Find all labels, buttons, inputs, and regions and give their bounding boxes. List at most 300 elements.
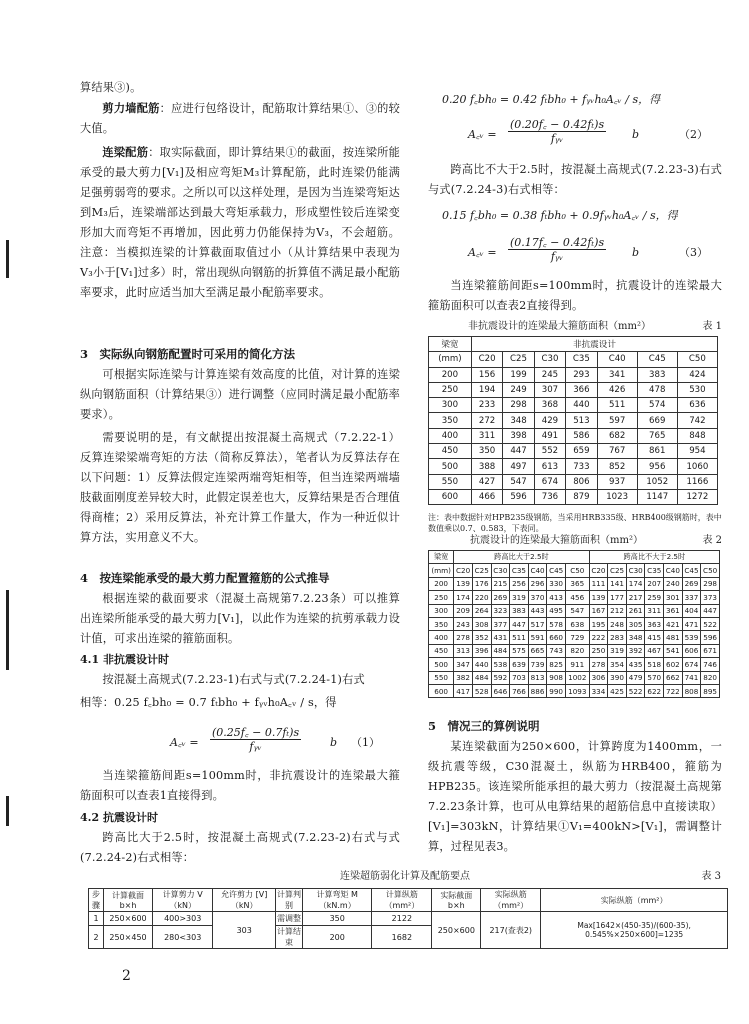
right-paragraph-1: 跨高比不大于2.5时，按混凝土高规式(7.2.23-3)右式与式(7.2.24-3)右式相等： [428, 163, 722, 196]
table2-value-cell: 539 [682, 631, 701, 644]
table2-caption: 抗震设计的连梁最大箍筋面积（mm²） [470, 535, 643, 546]
eq2-denominator: fᵧᵥ [550, 132, 564, 145]
table1-value-cell: 765 [637, 428, 677, 443]
table1-grade-header: C35 [566, 352, 597, 367]
table1-value-cell: 249 [503, 382, 534, 397]
table-row [429, 459, 718, 474]
eq2-numerator: (0.20f꜀ − 0.42fₜ)s [510, 118, 605, 131]
table1-grade-header: C20 [471, 352, 502, 367]
page-number: 2 [122, 968, 131, 984]
table2-value-cell: 209 [454, 604, 473, 617]
table2-value-cell: 415 [645, 631, 664, 644]
table2-value-cell: 347 [454, 658, 473, 671]
table3-caption: 连梁超筋弱化计算及配筋要点 [340, 871, 470, 882]
table2-value-cell: 278 [454, 631, 473, 644]
table2-value-cell: 259 [645, 591, 664, 604]
table1-value-cell: 879 [566, 489, 597, 504]
table-row [429, 617, 720, 630]
table2-value-cell: 311 [645, 604, 664, 617]
table2-value-cell: 440 [472, 658, 491, 671]
table2-value-cell: 1002 [565, 671, 589, 684]
table2-value-cell: 741 [682, 671, 701, 684]
table1-value-cell: 597 [597, 413, 637, 428]
table2-value-cell: 639 [510, 658, 529, 671]
table-row [429, 428, 718, 443]
table2-grade-header: C50 [565, 564, 589, 577]
table1-value-cell: 574 [637, 398, 677, 413]
scan-margin-mark [6, 590, 9, 670]
table2-value-cell: 456 [565, 591, 589, 604]
table2-value-cell: 596 [701, 631, 720, 644]
table2 [428, 550, 720, 698]
table2-value-cell: 176 [472, 577, 491, 590]
section-heading-4-1: 4.1 非抗震设计时 [80, 653, 169, 666]
right-paragraph-2: 当连梁箍筋间距s=100mm时，抗震设计的连梁最大箍筋面积可以查表2直接得到。 [428, 279, 722, 312]
table2-value-cell: 746 [701, 658, 720, 671]
table2-value-cell: 813 [528, 671, 547, 684]
table2-value-cell: 377 [491, 617, 510, 630]
table2-value-cell: 522 [626, 684, 645, 697]
table1-grade-header: C40 [597, 352, 637, 367]
table1-value-cell: 1052 [637, 474, 677, 489]
table1-caption: 非抗震设计的连梁最大箍筋面积（mm²） [468, 321, 651, 332]
table2-grade-header: C20 [454, 564, 473, 577]
table2-value-cell: 417 [454, 684, 473, 697]
table2-width-cell: 350 [429, 617, 454, 630]
table2-value-cell: 139 [589, 591, 608, 604]
paragraph-6: 按混凝土高规式(7.2.23-1)右式与式(7.2.24-1)右式 [102, 673, 365, 686]
table1-value-cell: 861 [637, 444, 677, 459]
table3 [88, 888, 728, 949]
table2-value-cell: 538 [491, 658, 510, 671]
table1-value-cell: 298 [503, 398, 534, 413]
paragraph-coupling-beam [80, 142, 400, 303]
section-heading-4: 4 按连梁能承受的最大剪力配置箍筋的公式推导 [80, 571, 330, 585]
table1-grade-header: C50 [677, 352, 717, 367]
table1-grade-header: C25 [503, 352, 534, 367]
paragraph-5: 根据连梁的截面要求（混凝土高规第7.2.23条）可以推算出连梁所能承受的最大剪力[V₁]，以此作为连梁的抗剪承载力设计值，可求出连梁的箍筋面积。 [80, 592, 400, 645]
table3-cell: 250×600 [104, 912, 153, 926]
table2-value-cell: 269 [682, 577, 701, 590]
eq3-lhs: A꜀ᵥ = [468, 246, 497, 259]
table1-value-cell: 636 [677, 398, 717, 413]
table2-value-cell: 256 [510, 577, 529, 590]
table2-value-cell: 413 [547, 591, 566, 604]
table1-value-cell: 368 [534, 398, 565, 413]
table1-value-cell: 426 [597, 382, 637, 397]
table2-value-cell: 528 [472, 684, 491, 697]
table1-value-cell: 552 [534, 444, 565, 459]
table1-value-cell: 447 [503, 444, 534, 459]
table2-value-cell: 382 [454, 671, 473, 684]
table2-value-cell: 479 [626, 671, 645, 684]
table1-width-cell: 300 [429, 398, 472, 413]
table2-value-cell: 308 [472, 617, 491, 630]
table1-width-cell: 400 [429, 428, 472, 443]
table2-number: 表 2 [702, 535, 722, 546]
table-row [89, 912, 728, 926]
eq2-number: （2） [679, 128, 708, 141]
table3-header: 计算判别 [277, 890, 302, 910]
table1-note: 注：表中数据针对HPB235级钢筋，当采用HRB335级、HRB400级钢筋时，表中数值乘以0.7、0.583，下表同。 [428, 513, 722, 533]
table1-value-cell: 669 [637, 413, 677, 428]
paragraph-continuation: 算结果③)。 [80, 81, 142, 94]
table2-value-cell: 722 [664, 684, 683, 697]
table2-value-cell: 908 [547, 671, 566, 684]
table2-value-cell: 541 [664, 644, 683, 657]
table2-value-cell: 141 [608, 577, 627, 590]
table2-value-cell: 517 [528, 617, 547, 630]
table2-value-cell: 220 [472, 591, 491, 604]
table1-value-cell: 613 [534, 459, 565, 474]
paragraph-4: 需要说明的是，有文献提出按混凝土高规式（7.2.22-1）反算连梁梁端弯矩的方法（简称反算法），笔者认为反算法存在以下问题：1）反算法假定连梁两端弯矩相等，但当连梁两端墙肢截面刚度差异较大时，此假定误差也大，反算结果是否合理值得商榷；2）采用反算法，补充计算工作量大，作为一种近似计算方法，实用意义不大。 [80, 431, 400, 544]
eq2-fraction [508, 118, 606, 145]
table3-cell: Max[1642×(450-35)/(600-35), 0.545%×250×600]=1235 [541, 912, 728, 949]
table2-value-cell: 886 [528, 684, 547, 697]
table2-value-cell: 195 [589, 617, 608, 630]
table2-grade-header: C25 [472, 564, 491, 577]
table-row [429, 644, 720, 657]
table1-width-cell: 250 [429, 382, 472, 397]
table2-value-cell: 313 [454, 644, 473, 657]
table-row [429, 631, 720, 644]
table2-value-cell: 261 [626, 604, 645, 617]
table1-number: 表 1 [702, 321, 722, 332]
table-row [429, 604, 720, 617]
eq3-number: （3） [679, 246, 708, 259]
section-heading-4-2: 4.2 抗震设计时 [80, 811, 158, 824]
table2-value-cell: 177 [608, 591, 627, 604]
table2-value-cell: 298 [701, 577, 720, 590]
table2-value-cell: 578 [547, 617, 566, 630]
table2-value-cell: 662 [664, 671, 683, 684]
table1-grade-header: C30 [534, 352, 565, 367]
section-heading-3: 3 实际纵向钢筋配置时可采用的简化方法 [80, 347, 295, 361]
table1-value-cell: 848 [677, 428, 717, 443]
table1-value-cell: 341 [597, 367, 637, 382]
table2-width-cell: 400 [429, 631, 454, 644]
table2-value-cell: 518 [645, 658, 664, 671]
table2-value-cell: 278 [589, 658, 608, 671]
table2-value-cell: 575 [510, 644, 529, 657]
table2-value-cell: 511 [510, 631, 529, 644]
table2-value-cell: 739 [528, 658, 547, 671]
table2-value-cell: 222 [589, 631, 608, 644]
table1-value-cell: 736 [534, 489, 565, 504]
table2-value-cell: 207 [645, 577, 664, 590]
table1-value-cell: 547 [503, 474, 534, 489]
table2-value-cell: 240 [664, 577, 683, 590]
table2-value-cell: 729 [565, 631, 589, 644]
shear-wall-label: 剪力墙配筋 [102, 101, 160, 115]
table2-value-cell: 352 [472, 631, 491, 644]
table3-cell: 217(查表2) [481, 912, 541, 949]
table1-value-cell: 659 [566, 444, 597, 459]
eq3-fraction [508, 236, 606, 263]
table2-value-cell: 646 [491, 684, 510, 697]
coupling-beam-text: ：取实际截面，即计算结果①的截面，按连梁所能承受的最大剪力[V₁]及相应弯矩M₃计算配筋，此时连梁仍能满足强剪弱弯的要求。之所以可以这样处理，是因为当连梁弯矩达到M₃后，连梁端部达到最大弯矩承载力，形成塑性铰后连梁变形加大而弯矩不再增加，因此剪力仍能保持为V₃，不会超筋。注意：当模拟连梁的计算截面取值过小（从计算结果中表现为V₃小于[V₁]过多）时，常出现纵向钢筋的折算值不满足最小配筋率要求，此时应适当加大至满足最小配筋率要求。 [80, 146, 400, 299]
table2-value-cell: 825 [547, 658, 566, 671]
equation-3-condition: 0.15 f꜀bh₀ = 0.38 fₜbh₀ + 0.9fᵧᵥh₀A꜀ᵥ / s，得 [442, 209, 678, 222]
table2-value-cell: 484 [491, 644, 510, 657]
table2-value-cell: 421 [664, 617, 683, 630]
table2-value-cell: 471 [682, 617, 701, 630]
table2-value-cell: 139 [454, 577, 473, 590]
table1-value-cell: 852 [597, 459, 637, 474]
table1-value-cell: 233 [471, 398, 502, 413]
table2-value-cell: 365 [565, 577, 589, 590]
table2-value-cell: 766 [510, 684, 529, 697]
table1-width-cell: 450 [429, 444, 472, 459]
table3-cell: 计算结束 [277, 927, 302, 947]
paragraph-3: 可根据实际连梁与计算连梁有效高度的比值，对计算的连梁纵向钢筋面积（计算结果③）进行调整（应同时满足最小配筋率要求）。 [80, 368, 400, 421]
table2-head-unit: (mm) [429, 564, 454, 577]
table1-value-cell: 245 [534, 367, 565, 382]
table1-value-cell: 511 [597, 398, 637, 413]
table2-value-cell: 443 [528, 604, 547, 617]
table2-width-cell: 500 [429, 658, 454, 671]
table2-head-width: 梁宽 [429, 551, 454, 564]
table2-width-cell: 450 [429, 644, 454, 657]
table3-header: 计算弯矩 M（kN.m） [303, 889, 372, 912]
table1-width-cell: 200 [429, 367, 472, 382]
table3-header: 计算纵筋（mm²） [372, 889, 432, 912]
table3-header: 实际纵筋（mm²） [481, 889, 541, 912]
table1-value-cell: 427 [471, 474, 502, 489]
table-row [429, 474, 718, 489]
table2-value-cell: 354 [608, 658, 627, 671]
table1-value-cell: 199 [503, 367, 534, 382]
equation-3 [428, 236, 722, 270]
eq1-number: （1） [351, 736, 380, 749]
table1-grade-header: C45 [637, 352, 677, 367]
table2-width-cell: 200 [429, 577, 454, 590]
table2-grade-header: C50 [701, 564, 720, 577]
table2-value-cell: 323 [491, 604, 510, 617]
table3-cell: 350 [303, 912, 372, 926]
table2-value-cell: 383 [510, 604, 529, 617]
eq3-denominator: fᵧᵥ [550, 250, 564, 263]
table2-width-cell: 250 [429, 591, 454, 604]
table2-value-cell: 212 [608, 604, 627, 617]
table1-value-cell: 586 [566, 428, 597, 443]
table1-value-cell: 350 [471, 444, 502, 459]
shear-wall-text: ：应进行包络设计，配筋取计算结果①、③的较大值。 [80, 102, 400, 135]
table1-value-cell: 596 [503, 489, 534, 504]
table2-value-cell: 174 [626, 577, 645, 590]
table2-value-cell: 703 [510, 671, 529, 684]
table2-grade-header: C30 [626, 564, 645, 577]
table2-value-cell: 591 [528, 631, 547, 644]
table1-value-cell: 742 [677, 413, 717, 428]
table2-value-cell: 337 [682, 591, 701, 604]
eq3-tail: b [632, 246, 640, 259]
table2-value-cell: 334 [589, 684, 608, 697]
coupling-beam-label: 连梁配筋 [102, 145, 149, 159]
table-row [429, 413, 718, 428]
table2-value-cell: 674 [682, 658, 701, 671]
table3-header: 计算剪力 V（kN） [152, 889, 212, 912]
table2-value-cell: 306 [589, 671, 608, 684]
table2-value-cell: 547 [565, 604, 589, 617]
table-row [429, 577, 720, 590]
table2-grade-header: C45 [547, 564, 566, 577]
table3-header: 步骤 [89, 889, 104, 912]
table3-header: 实际纵筋（mm²） [541, 889, 728, 912]
table2-value-cell: 895 [701, 684, 720, 697]
eq3-numerator: (0.17f꜀ − 0.42fₜ)s [510, 236, 605, 249]
paragraph-7: 当连梁箍筋间距s=100mm时，非抗震设计的连梁最大箍筋面积可以查表1直接得到。 [80, 769, 400, 802]
table1-value-cell: 1060 [677, 459, 717, 474]
table2-value-cell: 250 [589, 644, 608, 657]
table-row [429, 658, 720, 671]
table3-header: 允许剪力 [V]（kN） [213, 889, 276, 912]
table2-value-cell: 481 [664, 631, 683, 644]
table2-value-cell: 392 [626, 644, 645, 657]
table1-head-unit: (mm) [429, 352, 472, 367]
table2-value-cell: 396 [472, 644, 491, 657]
table1-value-cell: 1147 [637, 489, 677, 504]
equation-1 [80, 726, 400, 760]
table-row [429, 489, 718, 504]
eq2-tail: b [632, 128, 640, 141]
paragraph-8: 跨高比大于2.5时，按混凝土高规式(7.2.23-2)右式与式(7.2.24-2)右式相等： [80, 831, 400, 864]
table1-value-cell: 366 [566, 382, 597, 397]
table3-header: 计算截面 b×h [104, 889, 153, 912]
table2-head-group1: 跨高比大于2.5时 [454, 551, 589, 564]
table-row [429, 444, 718, 459]
table2-value-cell: 296 [528, 577, 547, 590]
table2-value-cell: 592 [491, 671, 510, 684]
table2-value-cell: 283 [608, 631, 627, 644]
table2-grade-header: C25 [608, 564, 627, 577]
table1-value-cell: 1272 [677, 489, 717, 504]
table2-value-cell: 808 [682, 684, 701, 697]
table1-value-cell: 674 [534, 474, 565, 489]
table1-value-cell: 513 [566, 413, 597, 428]
table2-width-cell: 550 [429, 671, 454, 684]
table1-value-cell: 1166 [677, 474, 717, 489]
table3-cell: 400>303 [152, 912, 212, 926]
table2-value-cell: 390 [608, 671, 627, 684]
table2-value-cell: 990 [547, 684, 566, 697]
table2-value-cell: 111 [589, 577, 608, 590]
table1-value-cell: 682 [597, 428, 637, 443]
table2-value-cell: 215 [491, 577, 510, 590]
table-row [429, 671, 720, 684]
table3-cell: 1682 [372, 926, 432, 949]
table2-value-cell: 174 [454, 591, 473, 604]
table1-value-cell: 440 [566, 398, 597, 413]
table2-value-cell: 1093 [565, 684, 589, 697]
table1-value-cell: 398 [503, 428, 534, 443]
table3-cell: 200 [303, 926, 372, 949]
table-row [429, 684, 720, 697]
table2-value-cell: 606 [682, 644, 701, 657]
table2-value-cell: 743 [547, 644, 566, 657]
table1-value-cell: 388 [471, 459, 502, 474]
scan-margin-mark [6, 240, 9, 278]
right-paragraph-3: 某连梁截面为250×600，计算跨度为1400mm，一级抗震等级，C30混凝土，纵筋为HRB400，箍筋为HPB235。该连梁所能承担的最大剪力（按混凝土高规第7.2.23条计算，也可从电算结果的超筋信息中直接读取）[V₁]=303kN，计算结果①V₁=400kN>[V₁]，需调整计算，过程见表3。 [428, 740, 722, 853]
table3-cell: 303 [213, 912, 276, 949]
table1-width-cell: 350 [429, 413, 472, 428]
table2-value-cell: 361 [664, 604, 683, 617]
table2-value-cell: 301 [664, 591, 683, 604]
table1-value-cell: 156 [471, 367, 502, 382]
equation-2 [428, 118, 722, 152]
table2-value-cell: 570 [645, 671, 664, 684]
table2-grade-header: C40 [528, 564, 547, 577]
table1-value-cell: 937 [597, 474, 637, 489]
eq1-tail: b [330, 736, 338, 749]
table2-value-cell: 484 [472, 671, 491, 684]
table1-value-cell: 348 [503, 413, 534, 428]
table1-value-cell: 429 [534, 413, 565, 428]
table2-value-cell: 671 [701, 644, 720, 657]
table2-grade-header: C45 [682, 564, 701, 577]
table-row [429, 367, 718, 382]
section-heading-5: 5 情况三的算例说明 [428, 719, 540, 733]
table1-head-width: 梁宽 [429, 337, 472, 352]
eq1-denominator: fᵧᵥ [249, 740, 262, 753]
table2-width-cell: 300 [429, 604, 454, 617]
table3-cell: 250×600 [432, 912, 481, 949]
table2-value-cell: 660 [547, 631, 566, 644]
table3-cell: 250×450 [104, 926, 153, 949]
table2-width-cell: 600 [429, 684, 454, 697]
scan-margin-mark [6, 796, 9, 826]
table1-value-cell: 767 [597, 444, 637, 459]
table2-value-cell: 522 [701, 617, 720, 630]
table2-value-cell: 425 [608, 684, 627, 697]
table2-value-cell: 319 [608, 644, 627, 657]
table1-value-cell: 383 [637, 367, 677, 382]
table-row [429, 382, 718, 397]
table2-value-cell: 217 [626, 591, 645, 604]
eq1-numerator: (0.25f꜀ − 0.7fₜ)s [212, 726, 300, 739]
table1-value-cell: 954 [677, 444, 717, 459]
table1-width-cell: 550 [429, 474, 472, 489]
table2-value-cell: 911 [565, 658, 589, 671]
table3-cell: 280<303 [152, 926, 212, 949]
paragraph-6b: 相等：0.25 f꜀bh₀ = 0.7 fₜbh₀ + fᵧᵥh₀A꜀ᵥ / s，得 [80, 696, 337, 709]
table3-cell: 2 [89, 926, 104, 949]
table2-value-cell: 319 [510, 591, 529, 604]
table1-value-cell: 424 [677, 367, 717, 382]
table2-value-cell: 431 [491, 631, 510, 644]
table2-value-cell: 638 [565, 617, 589, 630]
table2-value-cell: 248 [608, 617, 627, 630]
table2-grade-header: C35 [645, 564, 664, 577]
table1-width-cell: 600 [429, 489, 472, 504]
table2-grade-header: C20 [589, 564, 608, 577]
table2-head-group2: 跨高比不大于2.5时 [589, 551, 719, 564]
table2-value-cell: 447 [701, 604, 720, 617]
table1-value-cell: 806 [566, 474, 597, 489]
table-row [429, 398, 718, 413]
table-row [429, 591, 720, 604]
eq2-lhs: A꜀ᵥ = [468, 128, 497, 141]
table1-head-group: 非抗震设计 [471, 337, 717, 352]
table2-grade-header: C40 [664, 564, 683, 577]
table2-value-cell: 167 [589, 604, 608, 617]
table1-value-cell: 293 [566, 367, 597, 382]
table2-value-cell: 820 [565, 644, 589, 657]
table3-number: 表 3 [701, 871, 721, 882]
table2-value-cell: 305 [626, 617, 645, 630]
paragraph-shear-wall [80, 98, 400, 138]
table1-value-cell: 956 [637, 459, 677, 474]
